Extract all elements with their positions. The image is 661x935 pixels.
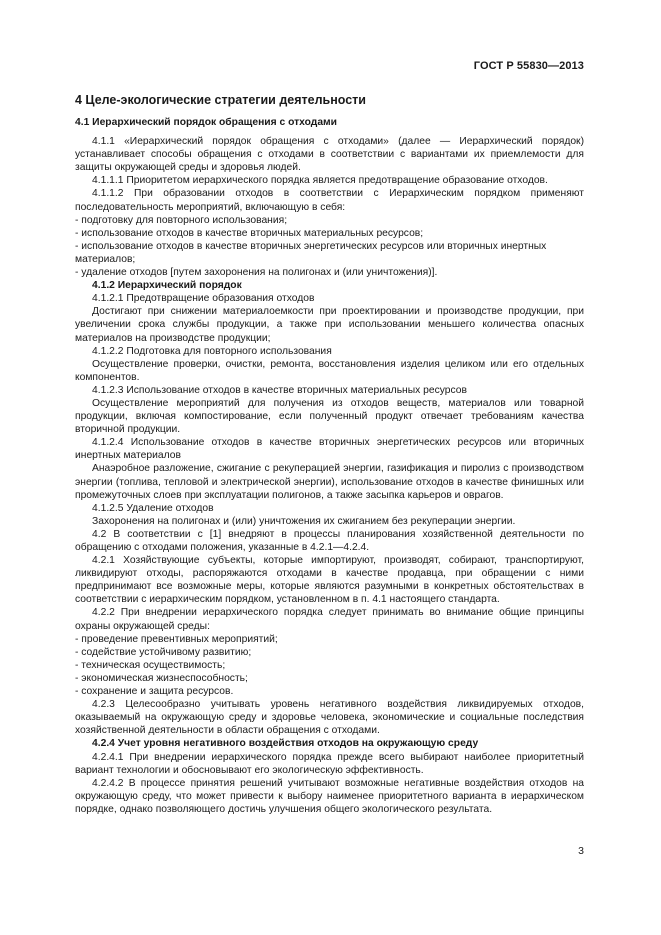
paragraph: 4.2.3 Целесообразно учитывать уровень негативного воздействия ликвидируемых отходов, оказываемый на окружающую среду и здоровье человека, экономические и социальные последствия хозяйственной деятельности в области обращения с отходами. bbox=[75, 699, 584, 737]
paragraph: 4.1.2.5 Удаление отходов bbox=[92, 502, 214, 514]
page-number: 3 bbox=[578, 845, 584, 857]
paragraph: Осуществление проверки, очистки, ремонта, восстановления изделия целиком или его отдельных компонентов. bbox=[75, 358, 584, 383]
paragraph: Осуществление мероприятий для получения из отходов веществ, материалов или товарной продукции, включая компостирование, если полученный продукт отвечает требованиям качества вторичной продукции. bbox=[75, 397, 584, 436]
paragraph: Анаэробное разложение, сжигание с рекуперацией энергии, газификация и пиролиз с производством энергии (топлива, тепловой и электрической энергии), использование отходов в качестве финишных или промежуточных слоев при эксплуатации полигонов, а также засыпка карьеров и оврагов. bbox=[75, 463, 584, 501]
list-item: - подготовку для повторного использования; bbox=[75, 214, 288, 226]
paragraph: 4.1.2.1 Предотвращение образования отходов bbox=[92, 293, 315, 305]
list-item: - проведение превентивных мероприятий; bbox=[75, 633, 278, 645]
paragraph: 4.2.4.2 В процессе принятия решений учитывают возможные негативные воздействия отходов на окружающую среду, что может привести к выбору наименее приоритетного варианта в иерархическом порядке, однако позволяющего достичь улучшения общего экологического результата. bbox=[75, 777, 584, 815]
paragraph: 4.1.1.1 Приоритетом иерархического порядка является предотвращение образование отходов. bbox=[92, 175, 548, 187]
list-item: - техническая осуществимость; bbox=[75, 659, 226, 671]
paragraph: 4.1.1.2 При образовании отходов в соответствии с Иерархическим порядком применяют последовательность мероприятий, включающую в себя: bbox=[75, 188, 584, 213]
paragraph: Достигают при снижении материалоемкости при проектировании и производстве продукции, при увеличении срока службы продукции, а также при использовании меньшего количества опасных материалов на производстве продукции; bbox=[75, 306, 584, 344]
subsection-heading: 4.2.4 Учет уровня негативного воздействия отходов на окружающую среду bbox=[92, 738, 479, 750]
paragraph: 4.2.1 Хозяйствующие субъекты, которые импортируют, производят, собирают, транспортируют, ликвидируют отходы, распоряжаются отходами в качестве продавца, при обращении с ними предпринимают все возможные меры, которые являются разумными в конкретных обстоятельствах в соответствии с иерархическим порядком, установленном в п. 4.1 настоящего стандарта. bbox=[75, 555, 584, 606]
paragraph: 4.1.2.4 Использование отходов в качестве вторичных энергетических ресурсов или вторичных инертных материалов bbox=[75, 437, 584, 462]
list-item: - экономическая жизнеспособность; bbox=[75, 672, 248, 684]
paragraph: Захоронения на полигонах и (или) уничтожения их сжиганием без рекуперации энергии. bbox=[92, 515, 516, 527]
list-item: - содействие устойчивому развитию; bbox=[75, 646, 252, 658]
list-item: - использование отходов в качестве вторичных материальных ресурсов; bbox=[75, 227, 424, 239]
paragraph: 4.1.2.2 Подготовка для повторного использования bbox=[92, 345, 332, 357]
list-item: - сохранение и защита ресурсов. bbox=[75, 686, 234, 698]
paragraph: 4.2.4.1 При внедрении иерархического порядка прежде всего выбирают наиболее приоритетный вариант технологии и обосновывают его экологическую эффективность. bbox=[75, 751, 584, 776]
paragraph: 4.1.2.3 Использование отходов в качестве вторичных материальных ресурсов bbox=[92, 384, 467, 396]
list-item: - удаление отходов [путем захоронения на полигонах и (или уничтожения)]. bbox=[75, 267, 438, 279]
paragraph: 4.2.2 При внедрении иерархического порядка следует принимать во внимание общие принципы охраны окружающей среды: bbox=[75, 607, 584, 632]
paragraph: 4.2 В соответствии с [1] внедряют в процессы планирования хозяйственной деятельности по обращению с отходами положения, указанные в 4.2.1—4.2.4. bbox=[75, 528, 584, 553]
section-title: 4 Целе-экологические стратегии деятельности bbox=[75, 93, 366, 107]
subsection-heading: 4.1.2 Иерархический порядок bbox=[92, 280, 242, 292]
list-item: - использование отходов в качестве вторичных энергетических ресурсов или вторичных инертных материалов; bbox=[75, 240, 547, 265]
standard-header: ГОСТ Р 55830—2013 bbox=[473, 60, 584, 72]
document-body bbox=[75, 92, 584, 816]
paragraph: 4.1.1 «Иерархический порядок обращения с отходами» (далее — Иерархический порядок) устанавливает способы обращения с отходами в соответствии с вариантами их приемлемости для защиты окружающей среды и здоровья людей. bbox=[75, 136, 584, 174]
subsection-title: 4.1 Иерархический порядок обращения с отходами bbox=[75, 117, 338, 128]
